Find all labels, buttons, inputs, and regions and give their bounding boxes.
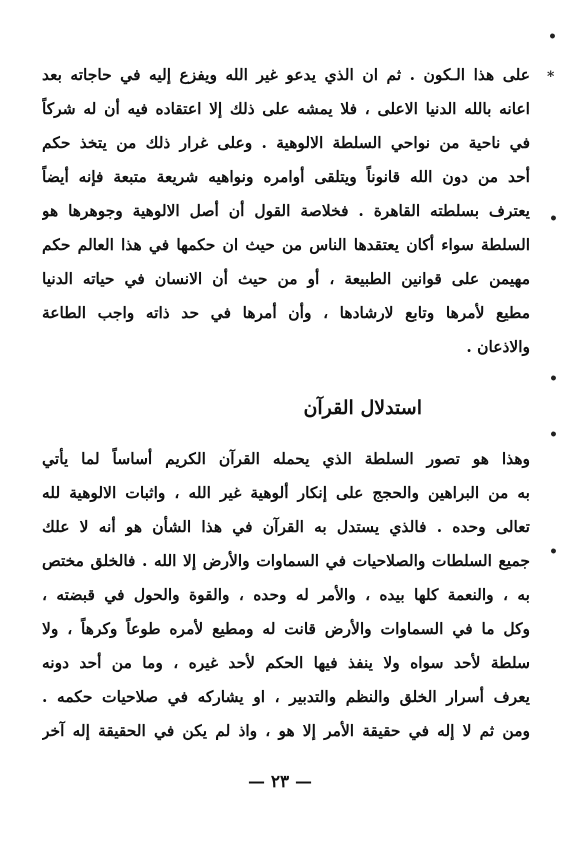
- margin-star-mark: *: [547, 69, 555, 85]
- section-heading: استدلال القرآن: [303, 397, 422, 419]
- margin-dot-mark: •: [549, 544, 558, 560]
- text-line: به من البراهين والحجج على إنكار ألوهية غير الله ، واثبات الالوهية لله: [42, 483, 530, 502]
- text-line: وهذا هو تصور السلطة الذي يحمله القرآن الكريم أساساً لما يأتي: [42, 449, 530, 468]
- text-line: جميع السلطات والصلاحيات في السماوات والأرض إلا الله . فالخلق مختص: [42, 551, 530, 570]
- margin-dot-mark: •: [549, 371, 558, 387]
- text-line: يعرف أسرار الخلق والنظم والتدبير ، او يشاركه في صلاحيات حكمه .: [42, 687, 530, 706]
- margin-dot-mark: •: [548, 29, 557, 45]
- margin-dot-mark: •: [549, 427, 558, 443]
- text-line: في ناحية من نواحي السلطة الالوهية . وعلى غرار ذلك من يتخذ حكم: [42, 133, 530, 152]
- text-line: على هذا الـكون . ثم ان الذي يدعو غير الله ويفزع إليه في حاجاته بعد: [42, 65, 530, 84]
- page-number: — ٢٣ —: [247, 772, 313, 792]
- text-line: سلطة لأحد سواه ولا ينفذ فيها الحكم لأحد غيره ، وما من أحد دونه: [42, 653, 530, 672]
- text-line: مهيمن على قوانين الطبيعة ، أو من حيث أن الانسان في حياته الدنيا: [42, 269, 530, 288]
- text-line: ومن ثم لا إله في حقيقة الأمر إلا هو ، واذ لم يكن في الحقيقة إله آخر: [42, 721, 530, 740]
- margin-dot-mark: •: [549, 211, 558, 227]
- text-line: يعترف بسلطته القاهرة . فخلاصة القول أن أصل الالوهية وجوهرها هو: [42, 201, 530, 220]
- text-line: تعالى وحده . فالذي يستدل به القرآن في هذا الشأن هو أنه لا علك: [42, 517, 530, 536]
- text-line: السلطة سواء أكان يعتقدها الناس من حيث ان حكمها في هذا العالم حكم: [42, 235, 530, 254]
- text-line: به ، والنعمة كلها بيده ، والأمر له وحده ، والقوة والحول في قبضته ،: [42, 585, 530, 604]
- text-line: والاذعان .: [466, 337, 530, 356]
- text-line: أحد من دون الله قانوناً ويتلقى أوامره ونواهيه شريعة متبعة فإنه أيضاً: [42, 167, 530, 186]
- text-line: اعانه بالله الدنيا الاعلى ، فلا يمشه على ذلك إلا اعتقاده فيه أن له شركاً: [42, 99, 530, 118]
- text-line: وكل ما في السماوات والأرض قانت له ومطيع لأمره طوعاً وكرهاً ، ولا: [42, 619, 530, 638]
- text-line: مطيع لأمرها وتابع لارشادها ، وأن أمرها في حد ذاته واجب الطاعة: [42, 303, 530, 322]
